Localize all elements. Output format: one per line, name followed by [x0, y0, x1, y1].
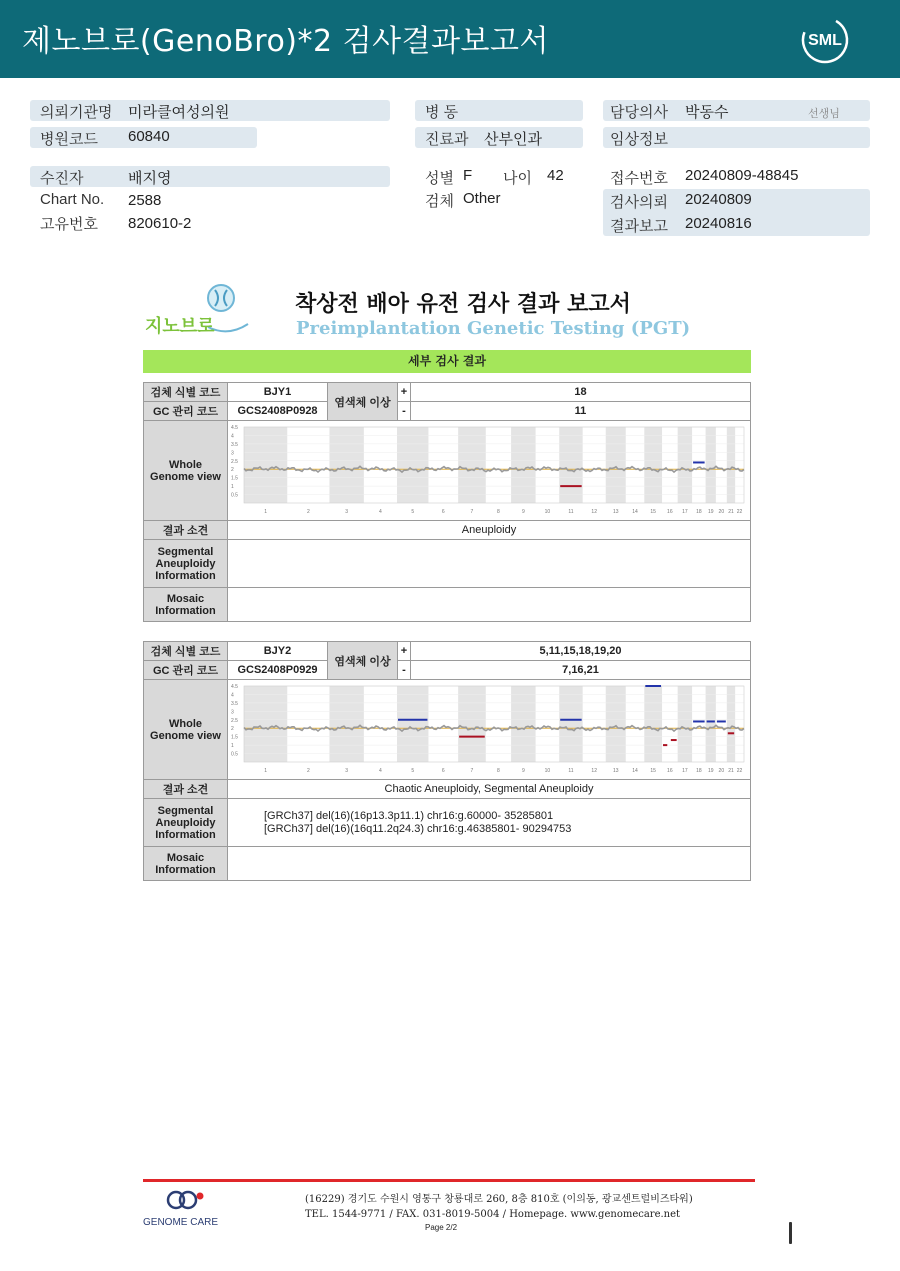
sample-code-value: BJY1	[228, 383, 328, 402]
chromosome-band	[458, 686, 486, 762]
chromosome-band	[244, 686, 287, 762]
gain-sign: +	[398, 642, 411, 661]
y-tick-label: 4	[231, 433, 234, 440]
chromosome-tick-label: 2	[306, 509, 310, 515]
result-value: Chaotic Aneuploidy, Segmental Aneuploidy	[228, 780, 751, 799]
sex-label: 성별	[425, 170, 454, 187]
genobro-logo	[143, 282, 253, 340]
y-tick-label: 4.5	[231, 425, 238, 431]
gain-chromosomes: 18	[411, 383, 751, 402]
chromosome-tick-label: 2	[306, 768, 310, 774]
segmental-line: [GRCh37] del(16)(16q11.2q24.3) chr16:g.46385801- 90294753	[264, 822, 572, 835]
chromosome-band	[511, 686, 535, 762]
sample-code-value: BJY2	[228, 642, 328, 661]
doctor-suffix: 선생님	[808, 108, 840, 120]
institution-value: 미라클여성의원	[128, 104, 230, 121]
chromosome-tick-label: 13	[612, 509, 619, 515]
chromosome-band	[458, 427, 486, 503]
segmental-line: [GRCh37] del(16)(16p13.3p11.1) chr16:g.60000- 35285801	[264, 809, 554, 822]
chromosome-band	[678, 427, 692, 503]
y-tick-label: 3	[231, 709, 234, 716]
chromosome-band	[559, 427, 582, 503]
report-date-value: 20240816	[685, 215, 752, 232]
chromosome-band	[397, 686, 428, 762]
gc-code-label: GC 관리 코드	[144, 661, 228, 680]
chromosome-band	[511, 427, 535, 503]
age-value: 42	[547, 167, 564, 184]
chromosome-tick-label: 17	[682, 768, 688, 774]
chromosome-tick-label: 8	[497, 509, 500, 515]
chromosome-tick-label: 3	[345, 768, 349, 774]
y-tick-label: 0.5	[231, 751, 238, 758]
chromosome-band	[678, 686, 692, 762]
chromosome-abnormality-label: 염색체 이상	[328, 642, 398, 680]
chromosome-tick-label: 14	[632, 768, 638, 774]
chromosome-abnormality-label: 염색체 이상	[328, 383, 398, 421]
chromosome-tick-label: 5	[411, 768, 415, 774]
chromosome-band	[397, 427, 428, 503]
whole-genome-label: Whole Genome view	[144, 680, 228, 780]
clinical-info-label: 임상정보	[610, 131, 668, 148]
chromosome-tick-label: 7	[470, 509, 474, 515]
chromosome-tick-label: 17	[682, 509, 688, 515]
doctor-value: 박동수	[685, 104, 729, 121]
chromosome-band	[606, 427, 626, 503]
chromosome-tick-label: 21	[728, 509, 734, 515]
chromosome-tick-label: 6	[441, 509, 445, 515]
chromosome-tick-label: 4	[379, 768, 382, 774]
name-label: 수진자	[40, 170, 84, 187]
result-label: 결과 소견	[144, 780, 228, 799]
y-tick-label: 1.5	[231, 734, 238, 741]
specimen-label: 검체	[425, 193, 454, 210]
result-value: Aneuploidy	[228, 521, 751, 540]
hospital-code-value: 60840	[128, 128, 170, 145]
y-tick-label: 3.5	[231, 700, 238, 707]
age-label: 나이	[503, 170, 532, 187]
loss-chromosomes: 11	[411, 402, 751, 421]
gc-code-value: GCS2408P0929	[228, 661, 328, 680]
chromosome-band	[329, 686, 363, 762]
chromosome-band	[727, 686, 735, 762]
chromosome-tick-label: 9	[521, 509, 525, 515]
whole-genome-plot-2	[228, 680, 750, 776]
chromosome-tick-label: 9	[521, 768, 525, 774]
chromosome-band	[606, 686, 626, 762]
chromosome-tick-label: 6	[441, 768, 445, 774]
y-tick-label: 2.5	[231, 458, 238, 465]
y-tick-label: 1	[231, 484, 234, 491]
loss-sign: -	[398, 661, 411, 680]
y-tick-label: 0.5	[231, 492, 238, 499]
whole-genome-cell	[228, 680, 751, 780]
sample-code-label: 검체 식별 코드	[144, 642, 228, 661]
chromosome-tick-label: 19	[707, 768, 714, 774]
chromosome-tick-label: 13	[612, 768, 619, 774]
chromosome-tick-label: 3	[345, 509, 349, 515]
sample-1-table	[143, 382, 751, 622]
chart-no-label: Chart No.	[40, 191, 105, 208]
genome-care-text: GENOME CARE	[143, 1217, 219, 1228]
chromosome-tick-label: 10	[544, 509, 551, 515]
y-tick-label: 3	[231, 450, 234, 457]
request-label: 검사의뢰	[610, 194, 668, 211]
report-date-label: 결과보고	[610, 218, 668, 235]
institution-label: 의뢰기관명	[40, 104, 113, 121]
whole-genome-cell	[228, 421, 751, 521]
chromosome-tick-label: 12	[591, 768, 597, 774]
chromosome-band	[644, 427, 662, 503]
sex-value: F	[463, 167, 473, 184]
ward-label: 병 동	[425, 104, 459, 121]
chromosome-tick-label: 22	[736, 509, 743, 515]
genome-care-logo	[143, 1190, 233, 1230]
chromosome-band	[559, 686, 582, 762]
name-box	[30, 166, 390, 187]
chromosome-tick-label: 18	[696, 768, 702, 774]
chromosome-tick-label: 12	[591, 509, 597, 515]
sml-logo	[798, 14, 852, 66]
whole-genome-plot-1	[228, 421, 750, 517]
mosaic-value	[228, 588, 751, 622]
chromosome-band	[329, 427, 363, 503]
edge-mark	[789, 1222, 792, 1244]
chromosome-band	[727, 427, 735, 503]
sample-code-label: 검체 식별 코드	[144, 383, 228, 402]
chromosome-tick-label: 14	[632, 509, 638, 515]
chromosome-band	[706, 427, 716, 503]
name-value: 배지영	[128, 170, 172, 187]
chromosome-tick-label: 22	[736, 768, 743, 774]
chromosome-band	[706, 686, 716, 762]
request-value: 20240809	[685, 191, 752, 208]
chromosome-tick-label: 20	[718, 768, 725, 774]
genobro-logo-text: 지노브로	[145, 316, 215, 337]
chromosome-tick-label: 8	[497, 768, 500, 774]
chromosome-tick-label: 16	[667, 768, 673, 774]
chromosome-tick-label: 4	[379, 509, 382, 515]
chromosome-tick-label: 19	[707, 509, 714, 515]
chromosome-tick-label: 18	[696, 509, 702, 515]
page-number: Page 2/2	[425, 1223, 458, 1232]
plot-frame	[244, 427, 744, 503]
chromosome-band	[244, 427, 287, 503]
department-value: 산부인과	[484, 131, 542, 148]
chromosome-band	[644, 686, 662, 762]
chromosome-tick-label: 11	[568, 768, 574, 774]
loss-chromosomes: 7,16,21	[411, 661, 751, 680]
loss-sign: -	[398, 402, 411, 421]
chromosome-tick-label: 21	[728, 768, 734, 774]
doctor-label: 담당의사	[610, 104, 668, 121]
gc-code-value: GCS2408P0928	[228, 402, 328, 421]
segmental-label: Segmental Aneuploidy Information	[144, 799, 228, 847]
y-tick-label: 3.5	[231, 441, 238, 448]
receipt-value: 20240809-48845	[685, 167, 799, 184]
chromosome-tick-label: 15	[650, 768, 656, 774]
pgt-title-korean: 착상전 배아 유전 검사 결과 보고서	[295, 292, 631, 317]
y-tick-label: 4.5	[231, 684, 238, 690]
y-tick-label: 2	[231, 467, 234, 474]
chromosome-tick-label: 16	[667, 509, 673, 515]
segmental-label: Segmental Aneuploidy Information	[144, 540, 228, 588]
pgt-title-english: Preimplantation Genetic Testing (PGT)	[296, 318, 691, 339]
mosaic-label: Mosaic Information	[144, 847, 228, 881]
y-tick-label: 1.5	[231, 475, 238, 482]
plot-frame	[244, 686, 744, 762]
segmental-value	[228, 540, 751, 588]
whole-genome-label: Whole Genome view	[144, 421, 228, 521]
gc-code-label: GC 관리 코드	[144, 402, 228, 421]
y-tick-label: 1	[231, 743, 234, 750]
mosaic-label: Mosaic Information	[144, 588, 228, 622]
report-title: 제노브로(GenoBro)*2 검사결과보고서	[22, 24, 549, 59]
chromosome-tick-label: 15	[650, 509, 656, 515]
chromosome-tick-label: 5	[411, 509, 415, 515]
chart-no-value: 2588	[128, 192, 162, 209]
y-tick-label: 2	[231, 726, 234, 733]
gain-chromosomes: 5,11,15,18,19,20	[411, 642, 751, 661]
footer-address: (16229) 경기도 수원시 영통구 창룡대로 260, 8층 810호 (이의동, 광교센트럴비즈타워)	[305, 1194, 693, 1205]
segmental-value	[228, 799, 751, 847]
result-label: 결과 소견	[144, 521, 228, 540]
sml-logo-text: SML	[808, 32, 842, 49]
uid-value: 820610-2	[128, 215, 192, 232]
gain-sign: +	[398, 383, 411, 402]
chromosome-tick-label: 11	[568, 509, 574, 515]
y-tick-label: 4	[231, 692, 234, 699]
footer-contact: TEL. 1544-9771 / FAX. 031-8019-5004 / Homepage. www.genomecare.net	[305, 1209, 681, 1220]
footer-divider	[143, 1179, 755, 1182]
uid-label: 고유번호	[40, 216, 98, 233]
sample-2-table	[143, 641, 751, 881]
chromosome-tick-label: 1	[264, 509, 268, 515]
detail-result-header: 세부 검사 결과	[143, 350, 751, 373]
specimen-value: Other	[463, 190, 501, 207]
department-label: 진료과	[425, 131, 469, 148]
hospital-code-label: 병원코드	[40, 131, 98, 148]
y-tick-label: 2.5	[231, 717, 238, 724]
footer-address-block	[305, 1192, 693, 1222]
mosaic-value	[228, 847, 751, 881]
receipt-label: 접수번호	[610, 170, 668, 187]
chromosome-tick-label: 1	[264, 768, 268, 774]
chromosome-tick-label: 10	[544, 768, 551, 774]
chromosome-tick-label: 20	[718, 509, 725, 515]
chromosome-tick-label: 7	[470, 768, 474, 774]
